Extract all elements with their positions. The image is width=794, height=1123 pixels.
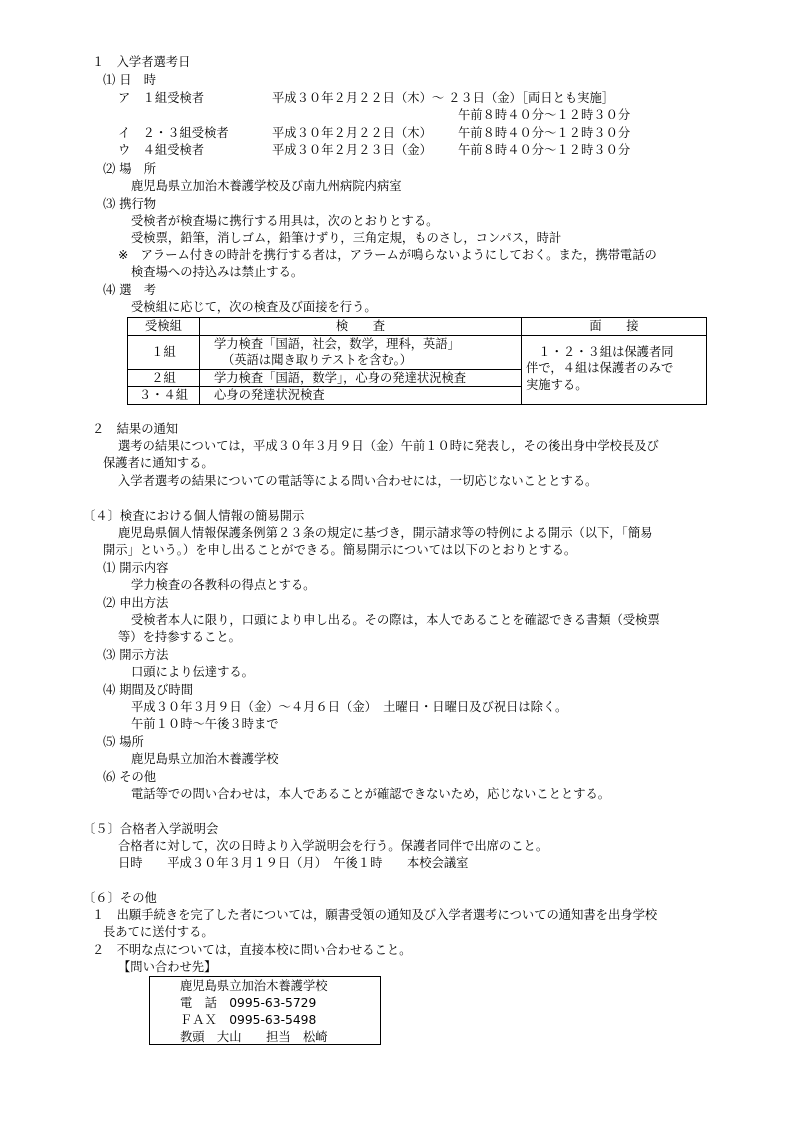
table-cell-interview — [522, 335, 707, 404]
group-c-label: ウ ４組受検者 — [118, 143, 205, 157]
exam-line: 学力検査「国語，数学」，心身の発達状況検査 — [214, 370, 467, 385]
disclosure-item-label: ⑸ 場所 — [103, 735, 144, 749]
disclosure-item-text: 受検者本人に限り，口頭により申し出る。その際は，本人であることを確認できる書類（受検票 — [131, 613, 660, 627]
table-header-group: 受検組 — [128, 318, 200, 336]
group-a-time: 午前８時４０分～１２時３０分 — [458, 108, 631, 122]
group-c-time: 午前８時４０分～１２時３０分 — [458, 143, 631, 157]
other-item-1-line-1: １ 出願手続きを完了した者については，願書受領の通知及び入学者選考についての通知書を出身学校 — [92, 908, 658, 922]
table-header-exam: 検 査 — [200, 318, 522, 336]
disclosure-item-text: 鹿児島県立加治木養護学校 — [131, 752, 279, 766]
group-b-time: 午前８時４０分～１２時３０分 — [458, 126, 631, 140]
result-line-3: 入学者選考の結果についての電話等による問い合わせには，一切応じないこととする。 — [118, 474, 598, 488]
group-a-label: ア １組受検者 — [118, 91, 205, 105]
disclosure-item-label: ⑴ 開示内容 — [103, 561, 169, 575]
contact-title: 【問い合わせ先】 — [118, 960, 217, 974]
contact-box — [149, 976, 381, 1045]
disclosure-item-text: 学力検査の各教科の得点とする。 — [131, 578, 316, 592]
item-schedule-label: ⑴ 日 時 — [103, 73, 157, 87]
disclosure-item-text: 午前１０時～午後３時まで — [131, 717, 279, 731]
item-place-label: ⑵ 場 所 — [103, 162, 157, 176]
group-c-date: 平成３０年２月２３日（金） — [272, 143, 432, 157]
selection-intro: 受検組に応じて，次の検査及び面接を行う。 — [131, 300, 377, 314]
disclosure-line-2: 開示」という。）を申し出ることができる。簡易開示については以下のとおりとする。 — [103, 543, 577, 557]
group-a-date: 平成３０年２月２２日（木）～ ２３日（金）［両日とも実施］ — [272, 91, 615, 105]
item-selection-label: ⑷ 選 考 — [103, 283, 157, 297]
disclosure-item-text: 平成３０年３月９日（金）～４月６日（金） 土曜日・日曜日及び祝日は除く。 — [131, 700, 568, 714]
briefing-line-2: 日時 平成３０年３月１９日（月） 午後１時 本校会議室 — [118, 856, 469, 870]
section-4-heading: 〔４〕検査における個人情報の簡易開示 — [83, 509, 305, 523]
disclosure-item-text: 口頭により伝達する。 — [131, 665, 254, 679]
result-line-1: 選考の結果については，平成３０年３月９日（金）午前１０時に発表し，その後出身中学校長及び — [118, 439, 659, 453]
alarm-note-line-1: ※ アラーム付きの時計を携行する者は，アラームが鳴らないようにしておく。また，携帯電話の — [118, 248, 657, 262]
group-b-date: 平成３０年２月２２日（木） — [272, 126, 432, 140]
table-cell-group: ３・４組 — [128, 387, 200, 405]
interview-line: １・２・３組は保護者同 — [526, 344, 674, 359]
table-cell-exam — [200, 369, 522, 387]
section-5-heading: 〔５〕合格者入学説明会 — [83, 822, 219, 836]
section-1-heading: １ 入学者選考日 — [92, 55, 191, 69]
interview-line: 実施する。 — [526, 377, 588, 392]
other-item-2: ２ 不明な点については，直接本校に問い合わせること。 — [92, 943, 412, 957]
alarm-note-line-2: 検査場への持込みは禁止する。 — [131, 265, 304, 279]
item-belongings-label: ⑶ 携行物 — [103, 197, 157, 211]
contact-school: 鹿児島県立加治木養護学校 — [180, 979, 328, 993]
disclosure-item-label: ⑷ 期間及び時間 — [103, 683, 193, 697]
contact-fax: ＦＡＸ 0995-63-5498 — [180, 1013, 317, 1027]
section-2-heading: ２ 結果の通知 — [92, 422, 179, 436]
result-line-2: 保護者に通知する。 — [103, 456, 214, 470]
disclosure-item-text: 電話等での問い合わせは，本人であることが確認できないため，応じないこととする。 — [131, 787, 611, 801]
exam-line: 心身の発達状況検査 — [214, 388, 325, 402]
selection-table — [127, 317, 707, 405]
belongings-line-2: 受検票，鉛筆，消しゴム，鉛筆けずり，三角定規，ものさし，コンパス，時計 — [131, 231, 562, 245]
table-cell-exam — [200, 387, 522, 405]
group-b-label: イ ２・３組受検者 — [118, 126, 229, 140]
disclosure-item-label: ⑵ 申出方法 — [103, 596, 169, 610]
contact-tel: 電 話 0995-63-5729 — [180, 996, 317, 1010]
place-text: 鹿児島県立加治木養護学校及び南九州病院内病室 — [131, 179, 402, 193]
section-6-heading: 〔６〕その他 — [83, 891, 157, 905]
disclosure-item-label: ⑶ 開示方法 — [103, 648, 169, 662]
interview-line: 伴で，４組は保護者のみで — [526, 361, 674, 375]
other-item-1-line-2: 長あてに送付する。 — [103, 925, 214, 939]
table-header-interview: 面 接 — [522, 318, 707, 336]
table-cell-group: １組 — [128, 335, 200, 369]
belongings-line-1: 受検者が検査場に携行する用具は，次のとおりとする。 — [131, 214, 439, 228]
contact-staff: 教頭 大山 担当 松崎 — [180, 1030, 328, 1044]
disclosure-item-text: 等）を持参すること。 — [118, 630, 241, 644]
table-cell-group: ２組 — [128, 369, 200, 387]
table-cell-exam — [200, 335, 522, 369]
disclosure-item-label: ⑹ その他 — [103, 770, 157, 784]
exam-line: （英語は聞き取りテストを含む。） — [222, 353, 413, 367]
briefing-line-1: 合格者に対して，次の日時より入学説明会を行う。保護者同伴で出席のこと。 — [118, 839, 549, 853]
exam-line: 学力検査「国語，社会，数学，理科，英語」 — [214, 336, 460, 351]
disclosure-line-1: 鹿児島県個人情報保護条例第２３条の規定に基づき，開示請求等の特例による開示（以下，「簡易 — [118, 526, 653, 540]
